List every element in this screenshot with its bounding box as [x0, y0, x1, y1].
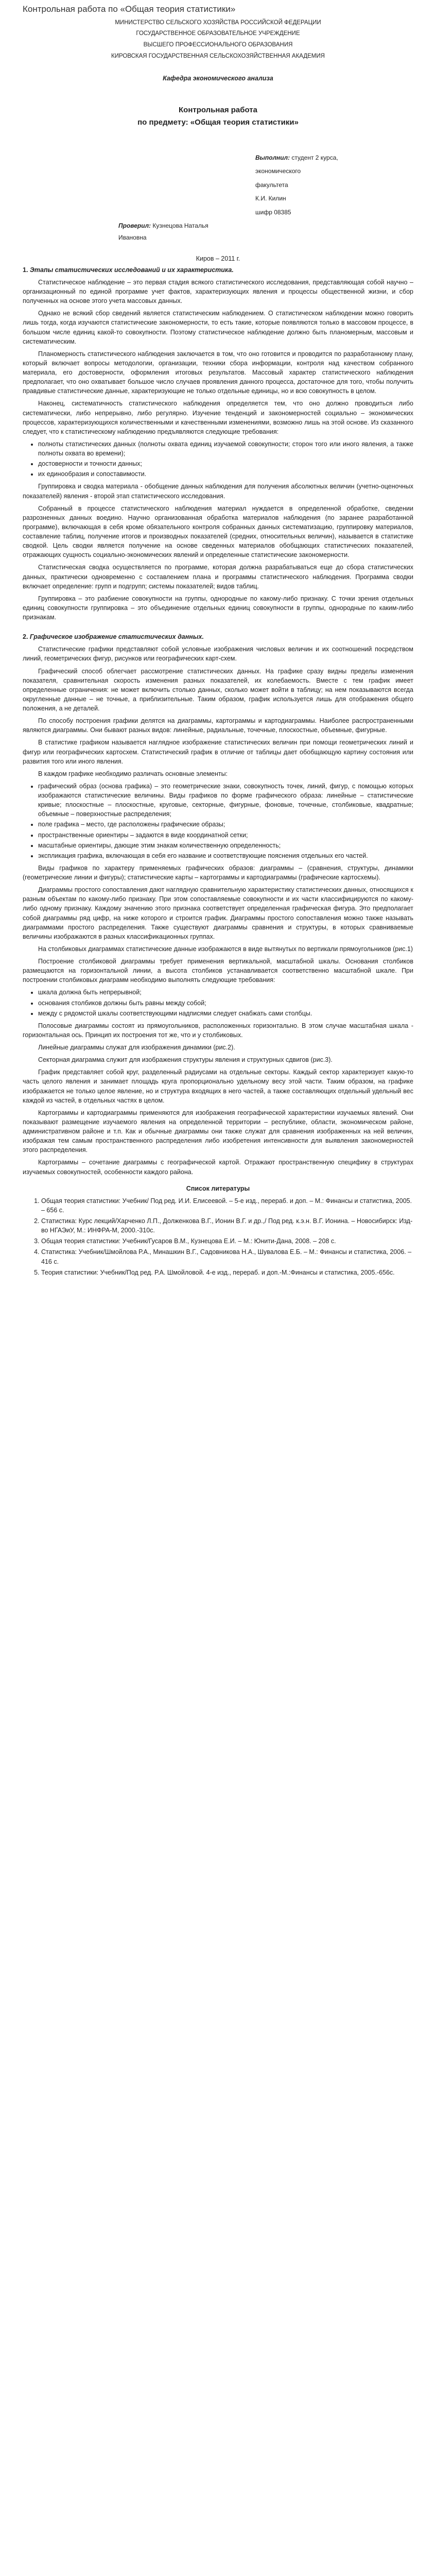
paragraph: Картограммы – сочетание диаграммы с географической картой. Отражают пространственную специфику в структурах изучаемых совокупностей, особенности каждого района.	[23, 1159, 413, 1176]
header-line: ГОСУДАРСТВЕННОЕ ОБРАЗОВАТЕЛЬНОЕ УЧРЕЖДЕНИЕ	[136, 30, 300, 37]
paragraph: Построение столбиковой диаграммы требует применения вертикальной, масштабной шкалы. Основания столбиков размещаются на горизонтальной линии, а высота столбиков устанавливается соответственно масштабной шкале. При построении столбиковых диаграмм необходимо выполнять следующие требования:	[23, 958, 413, 984]
city-year: Киров – 2011 г.	[196, 255, 240, 262]
section-number: 2.	[23, 633, 28, 641]
section-2-heading	[23, 632, 413, 641]
faculty-line: экономического	[255, 167, 301, 175]
done-label: Выполнил:	[255, 154, 290, 161]
paragraph: В статистике графиком называется наглядное изображение статистических величин при помощи геометрических линий и фигур или географических картосхем. Статистический график в отличие от таблицы дает обобщающую картину состояния или развития того или иного явления.	[23, 739, 413, 765]
list-item: • экспликация графика, включающая в себя его название и соответствующие пояснения отдельных его частей.	[38, 851, 413, 860]
student-name: К.И. Килин	[255, 195, 286, 202]
list-item: • их единообразия и сопоставимости.	[38, 469, 413, 479]
list-item: • шкала должна быть непрерывной;	[38, 988, 413, 997]
paragraph: Группировка – это разбиение совокупности на группы, однородные по какому-либо признаку. С точки зрения отдельных единиц совокупности группировка – это объединение отдельных единиц совокупности в группы, однородные по каким-либо признакам.	[23, 595, 413, 621]
paragraph: Собранный в процессе статистического наблюдения материал нуждается в определенной обработке, сведении разрозненных данных воедино. Научно организованная обработка материалов наблюдения (по заранее разработанной программе), включающая в себя кроме обязательного контроля собранных данных систематизацию, группировку материалов, составление таблиц, получение итогов и производных показателей (средних, относительных величин), называется в статистике сводкой. Цель сводки является получение на основе сведенных материалов обобщающих статистических показателей, отражающих сущность социально-экономических явлений и определенные статистические закономерности.	[23, 504, 413, 559]
list-item: • масштабные ориентиры, дающие этим знакам количественную определенность;	[38, 841, 413, 850]
signature-block	[255, 154, 413, 217]
list-item: • графический образ (основа графика) – это геометрические знаки, совокупность точек, линий, фигур, с помощью которых изображаются статистические величины. Виды графиков по форме графического образа: линейные – статистические кривые; плоскостные – плоскостные, круговые, секторные, фигурные, фоновые, точечные, столбиковые, квадратные; объемные – поверхностные распределения;	[38, 782, 413, 819]
paragraph: Наконец, систематичность статистического наблюдения определяется тем, что оно должно проводиться либо систематически, либо непрерывно, либо регулярно. Изучение тенденций и закономерностей социально – экономических процессов, характеризующихся количественными и качественными изменениями, возможно лишь на этой основе. Из сказанного следует, что к статистическому наблюдению предъявляются следующие требования:	[23, 400, 413, 435]
paragraph: Графический способ облегчает рассмотрение статистических данных. На графике сразу видны пределы изменения показателя, сравнительная скорость изменения разных показателей, их колебаемость. Вместе с тем график имеет определенные ограничения: не может включить столько данных, сколько может войти в таблицу; на нем показываются всегда округленные данные – не точные, а приблизительные. Таким образом, график используется лишь для отображения общего положения, а не деталей.	[23, 667, 413, 713]
paragraph: Диаграммы простого сопоставления дают наглядную сравнительную характеристику статистических данных, относящихся к разным объектам по какому-либо признаку. При этом сопоставляемые совокупности и их части классифицируются по какому-либо одному признаку. Каждому значению этого признака соответствует определенная графическая фигура. Это предполагает собой диаграммы ряд цифр, на ниже которого и строится график. Диаграммы простого сопоставления можно также называть диаграммами простого распределения. Также существуют диаграммы сравнения и структуры, в которых сравниваемые величины изображаются в разных классификационных группах.	[23, 886, 413, 940]
list-item: • пространственные ориентиры – задаются в виде координатной сетки;	[38, 831, 413, 840]
ministry-header	[23, 19, 413, 61]
section-title: Этапы статистических исследований и их характеристика.	[28, 266, 234, 274]
document	[11, 0, 425, 1277]
list-item: • основания столбиков должны быть равны между собой;	[38, 998, 413, 1008]
literature-heading: Список литературы	[186, 1184, 250, 1192]
requirements-list	[31, 439, 413, 479]
work-subject: по предмету: «Общая теория статистики»	[137, 118, 299, 127]
literature-item: 2. Статистика: Курс лекций/Харченко Л.П., Долженкова В.Г., Ионин В.Г. и др.,/ Под ред. к.э.н. В.Г. Ионина. – Новосибирск: Изд-во НГАЭиУ, М.: ИНФРА-М, 2000.-310с.	[41, 1216, 413, 1235]
paragraph: Секторная диаграмма служит для изображения структуры явления и структурных сдвигов (рис.3).	[38, 1056, 333, 1064]
faculty-line: факультета	[255, 181, 288, 189]
paragraph: Статистическое наблюдение – это первая стадия всякого статистического исследования, представляющая собой научно – организационный по единой программе учет фактов, характеризующих явления и процессы общественной жизни, и сбор полученных на основе этого учета массовых данных.	[23, 278, 413, 305]
checked-block	[118, 222, 413, 243]
paragraph: Виды графиков по характеру применяемых графических образов: диаграммы – (сравнения, структуры, динамики (геометрические линии и фигуры); статистические карты – картограммы и картодиаграммы (графические картосхемы).	[23, 864, 413, 882]
paragraph: График представляет собой круг, разделенный радиусами на отдельные секторы. Каждый сектор характеризует какую-то часть целого явления и занимает площадь круга пропорционально удельному весу этой части. Таким образом, на графике изображается не только целое явление, но и структура входящих в него частей, а также составляющих отдельный удельный вес каждой из частей, в отдельных частях в целом.	[23, 1069, 413, 1104]
paragraph: В каждом графике необходимо различать основные элементы:	[38, 770, 228, 777]
paragraph: Планомерность статистического наблюдения заключается в том, что оно готовится и проводится по разработанному плану, который включает вопросы методологии, организации, техники сбора информации, контроля над качеством собранного материала, его достоверности, оформления итоговых результатов. Массовый характер статистического наблюдения предполагает, что оно охватывает большое число случаев проявления данного процесса, достаточное для того, чтобы получить правдивые статистические данные, характеризующие не только отдельные единицы, но и всю совокупность в целом.	[23, 350, 413, 395]
checked-label: Проверил:	[118, 222, 151, 229]
paragraph: Группировка и сводка материала - обобщение данных наблюдения для получения абсолютных величин (учетно-оценочных показателей) явления - второй этап статистического исследования.	[23, 483, 413, 500]
header-line: КИРОВСКАЯ ГОСУДАРСТВЕННАЯ СЕЛЬСКОХОЗЯЙСТВЕННАЯ АКАДЕМИЯ	[111, 53, 325, 59]
work-title: Контрольная работа	[179, 106, 257, 115]
paragraph: На столбиковых диаграммах статистические данные изображаются в виде вытянутых по вертикали прямоугольников (рис.1)	[38, 945, 413, 953]
bar-chart-requirements-list	[31, 988, 413, 1018]
header-line: МИНИСТЕРСТВО СЕЛЬСКОГО ХОЗЯЙСТВА РОССИЙСКОЙ ФЕДЕРАЦИИ	[115, 19, 321, 26]
section-number: 1.	[23, 266, 28, 274]
graph-elements-list	[31, 782, 413, 860]
student-code: шифр 08385	[255, 208, 291, 216]
done-by	[255, 154, 413, 162]
literature-item: 4. Статистика: Учебник/Шмойлова Р.А., Минашкин В.Г., Садовникова Н.А., Шувалова Е.Б. – М.: Финансы и статистика, 2006. – 416 с.	[41, 1247, 413, 1266]
literature-list	[32, 1196, 413, 1277]
paragraph: Картограммы и картодиаграммы применяются для изображения географической характеристики изучаемых явлений. Они показывают размещение изучаемого явления на определенной территории – республике, области, экономическом районе, административном районе и т.п. Как и обычные диаграммы они также служат для сравнения изображенных на ней величин, изображая тем самым пространственного распределения либо изобретения интенсивности для выявления закономерностей этого распределения.	[23, 1109, 413, 1154]
list-item: • поле графика – место, где расположены графические образы;	[38, 820, 413, 829]
list-item: • достоверности и точности данных;	[38, 459, 413, 468]
literature-item: 1. Общая теория статистики: Учебник/ Под ред. И.И. Елисеевой. – 5-е изд., перераб. и доп. – М.: Финансы и статистика, 2005. – 656 с.	[41, 1196, 413, 1215]
paragraph: Линейные диаграммы служат для изображения динамики (рис.2).	[38, 1044, 235, 1052]
literature-item: 3. Общая теория статистики: Учебник/Гусаров В.М., Кузнецова Е.И. – М.: Юнити-Дана, 2008. – 208 с.	[41, 1236, 413, 1246]
header-line: ВЫСШЕГО ПРОФЕССИОНАЛЬНОГО ОБРАЗОВАНИЯ	[143, 41, 293, 48]
checked-patronymic: Ивановна	[118, 234, 147, 242]
list-item: • между с рядомстой шкалы соответствующими надписями следует снабжать сами столбцы.	[38, 1009, 413, 1018]
done-value: студент 2 курса,	[290, 154, 338, 161]
paragraph: Статистические графики представляют собой условные изображения числовых величин и их соотношений посредством линий, геометрических фигур, рисунков или географических карт-схем.	[23, 646, 413, 663]
paragraph: Статистическая сводка осуществляется по программе, которая должна разрабатываться еще до сбора статистических данных, практически одновременно с составлением плана и программы статистического наблюдения. Программа сводки включает определение: групп и подгрупп; системы показателей; видов таблиц.	[23, 564, 413, 590]
paragraph: Полосовые диаграммы состоят из прямоугольников, расположенных горизонтально. В этом случае масштабная шкала - горизонтальная ось. Принцип их построения тот же, что и у столбиковых.	[23, 1022, 413, 1039]
checked-value: Кузнецова Наталья	[151, 222, 208, 229]
list-item: • полноты статистических данных (полноты охвата единиц изучаемой совокупности; сторон того или иного явления, а также полноты охвата во времени);	[38, 439, 413, 458]
document-title: Контрольная работа по «Общая теория статистики»	[23, 4, 236, 14]
literature-item: 5. Теория статистики: Учебник/Под ред. Р.А. Шмойловой. 4-е изд., перераб. и доп.-М.:Финансы и статистика, 2005.-656с.	[41, 1268, 413, 1277]
paragraph: Однако не всякий сбор сведений является статистическим наблюдением. О статистическом наблюдении можно говорить лишь тогда, когда изучаются статистические закономерности, то есть такие, которые появляются только в массовом процессе, в большом числе единиц какой-то совокупности. Поэтому статистическое наблюдение должно быть планомерным, массовым и систематическим.	[23, 310, 413, 345]
department: Кафедра экономического анализа	[163, 75, 273, 82]
section-1-heading	[23, 265, 413, 275]
paragraph: По способу построения графики делятся на диаграммы, картограммы и картодиаграммы. Наиболее распространенными являются диаграммы. Они бывают разных видов: линейные, радиальные, точечные, плоскостные, объемные, фигурные.	[23, 717, 413, 734]
section-title: Графическое изображение статистических данных.	[28, 633, 204, 641]
